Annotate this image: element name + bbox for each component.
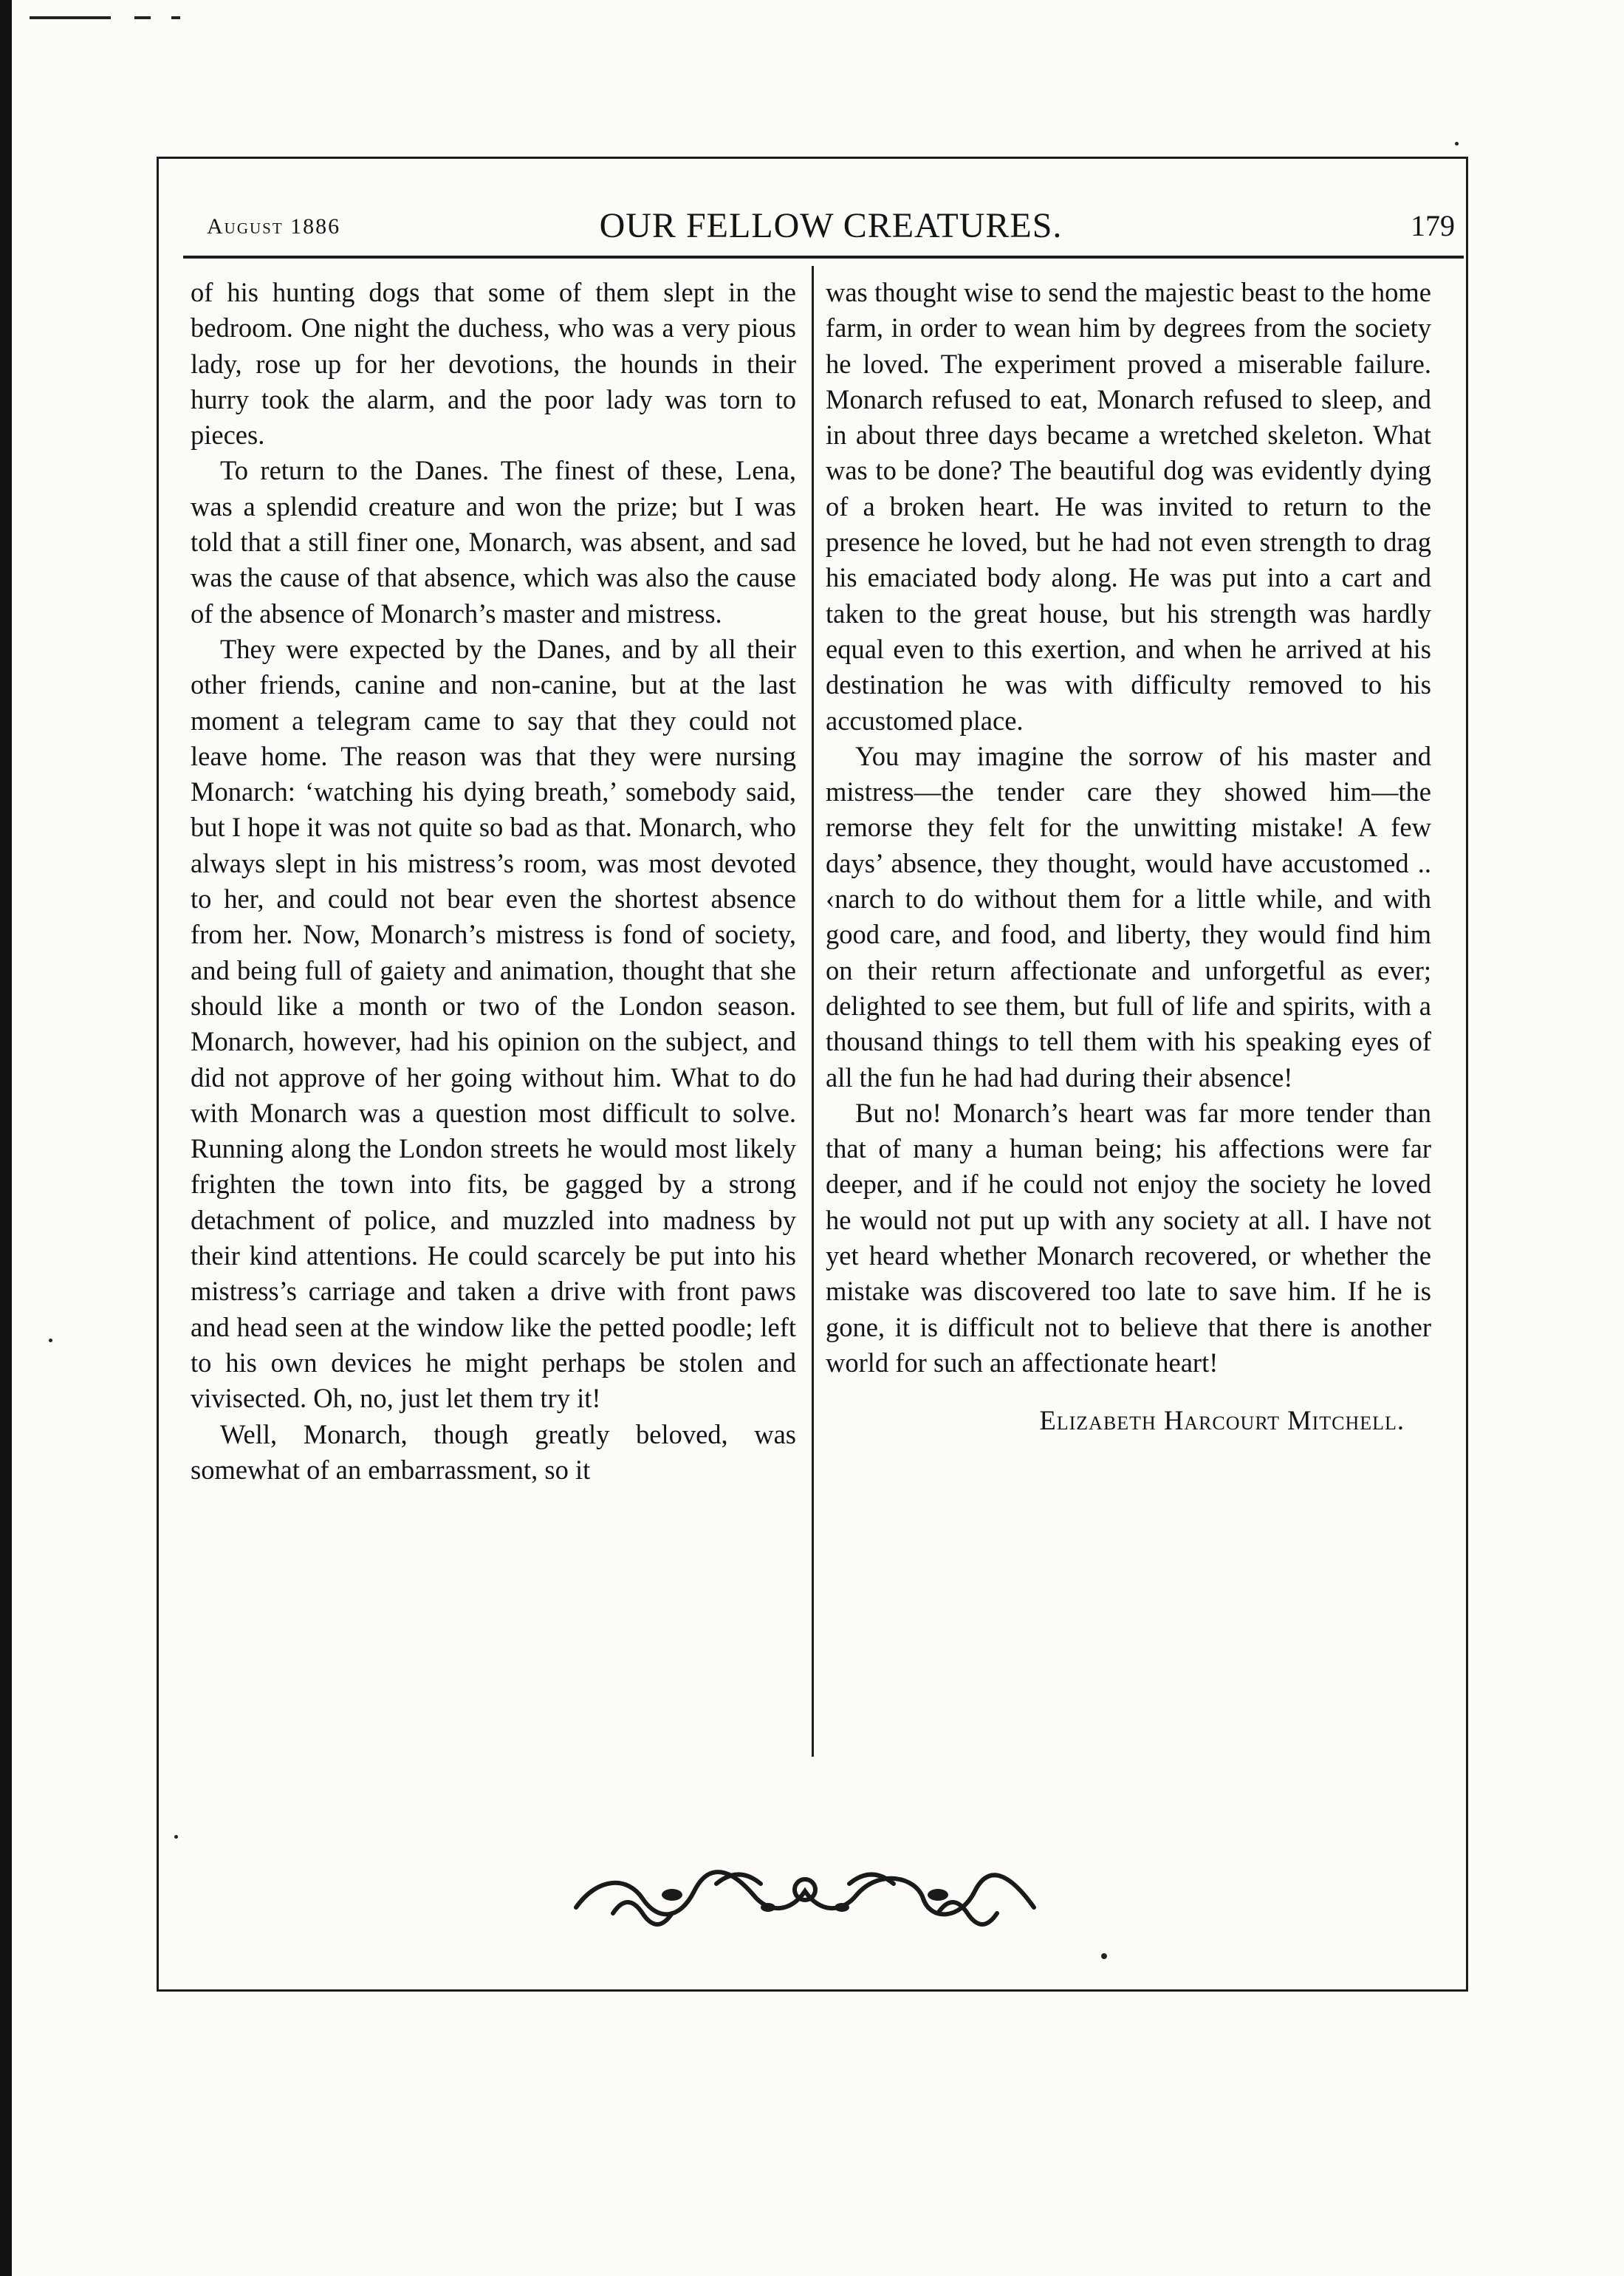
paragraph: To return to the Danes. The finest of these, Lena, was a splendid creature and won the prize; but I was told that a still finer one, Monarch, was absent, and sad was the cause of that absence, which was also the cause of the absence of Monarch’s master and mistress. [191,455,796,629]
speck [1455,142,1459,146]
scan-mark [171,16,180,19]
binding-edge [0,0,12,2276]
paragraph: Well, Monarch, though greatly beloved, was somewhat of an embarrassment, so it [191,1418,796,1485]
paragraph: of his hunting dogs that some of them slept in the bedroom. One night the duchess, who was a very pious lady, rose up for her devotions, the hounds in their hurry took the alarm, and the poor lady was torn to pieces. [191,277,796,451]
scan-mark [134,16,151,19]
page-number: 179 [1411,209,1455,242]
header-rule [183,256,1464,259]
scan-mark [30,16,111,19]
column-divider [812,266,814,1757]
issue-date: August 1886 [207,214,341,239]
paragraph: was thought wise to send the majestic beast to the home farm, in order to wean him by degrees from the society he loved. The experiment proved a miserable failure. Monarch refused to eat, Monarch refused to sleep, and in about three days became a wretched skeleton. What was to be done? The beautiful dog was evidently dying of a broken heart. He was invited to return to the presence he loved, but he had not even strength to drag his emaciated body along. He was put into a cart and taken to the great house, but his strength was hardly equal even to this exertion, and when he arrived at his destination he was with difficulty removed to his accustomed place. [826,277,1431,736]
decorative-ornament-icon [569,1862,1041,1928]
running-head [207,205,1455,250]
left-column [191,275,796,1488]
paragraph: They were expected by the Danes, and by all their other friends, canine and non-canine, but at the last moment a telegram came to say that they could not leave home. The reason was that they were nursing Monarch: ‘watching his dying breath,’ somebody said, but I hope it was not quite so bad as that. Monarch, who always slept in his mistress’s room, was most devoted to her, and could not bear even the shortest absence from her. Now, Monarch’s mistress is fond of society, and being full of gaiety and animation, thought that she should like a month or two of the London season. Monarch, however, had his opinion on the subject, and did not approve of her going without him. What to do with Monarch was a question most difficult to solve. Running along the London streets he would most likely frighten the town into fits, be gagged by a strong detachment of police, and muzzled into madness by their kind attentions. He could scarcely be put into his mistress’s carriage and taken a drive with front paws and head seen at the window like the petted poodle; left to his own devices he might perhaps be stolen and vivisected. Oh, no, just let them try it! [191,633,796,1414]
author-signature: Elizabeth Harcourt Mitchell. [1039,1405,1405,1436]
speck [49,1339,52,1342]
journal-title: OUR FELLOW CREATURES. [599,206,1063,245]
paragraph: You may imagine the sorrow of his master and mistress—the tender care they showed him—the remorse they felt for the unwitting mistake! A few days’ absence, they thought, would have accustomed .. ‹narch to do without them for a little while, and with good care, and food, and liberty, they would find him on their return affectionate and unforgetful as ever; delighted to see them, but full of life and spirits, with a thousand things to tell them with his speaking eyes of all the fun he had had during their absence! [826,740,1431,1093]
speck [174,1835,178,1839]
right-column [826,275,1431,1439]
speck [1101,1953,1107,1959]
paragraph: But no! Monarch’s heart was far more tender than that of many a human being; his affections were far deeper, and if he could not enjoy the society he loved he would not put up with any society at all. I have not yet heard whether Monarch recovered, or whether the mistake was discovered too late to save him. If he is gone, it is difficult not to believe that there is another world for such an affectionate heart! [826,1097,1431,1378]
